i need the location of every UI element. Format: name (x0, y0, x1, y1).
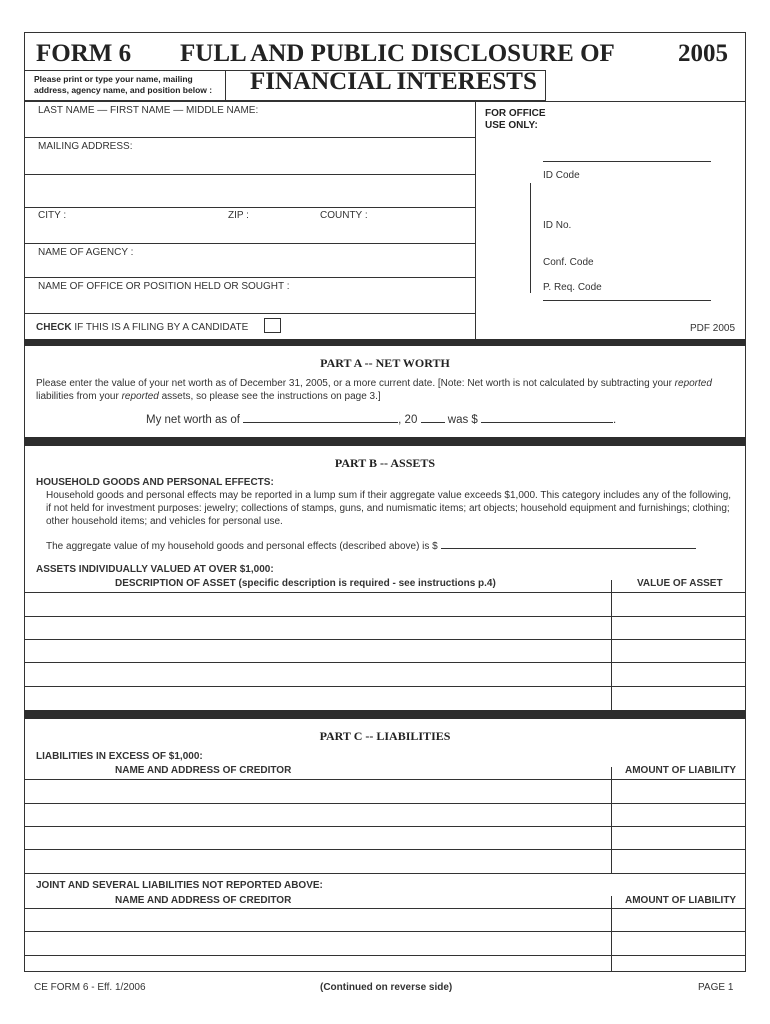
part-a-title: PART A -- NET WORTH (320, 356, 450, 370)
joint-creditor-column-header: NAME AND ADDRESS OF CREDITOR (115, 895, 292, 906)
footer-form-id: CE FORM 6 - Eff. 1/2006 (34, 982, 146, 993)
joint-liability-row[interactable] (24, 955, 746, 972)
liability-row[interactable] (24, 826, 746, 849)
city-label: CITY : (38, 210, 67, 221)
p-req-code-label: P. Req. Code (543, 282, 602, 293)
asset-value-column-header: VALUE OF ASSET (637, 578, 723, 589)
asset-description-column-header: DESCRIPTION OF ASSET (specific description is required - see instructions p.4) (115, 578, 496, 589)
liability-amount-column-header: AMOUNT OF LIABILITY (625, 765, 737, 776)
title-box (226, 70, 546, 101)
net-worth-amount-field[interactable] (481, 412, 613, 423)
footer-page-number: PAGE 1 (698, 982, 734, 993)
agency-label: NAME OF AGENCY : (38, 247, 134, 258)
asset-row[interactable] (24, 592, 746, 616)
instruction-text: Please print or type your name, mailing address, agency name, and position below : (34, 74, 213, 95)
liability-row[interactable] (24, 779, 746, 803)
household-goods-description: Household goods and personal effects may be reported in a lump sum if their aggregate value exceeds $1,000. This category includes any of the following, if not held for investment purposes: jewelry; collections of stamps, guns, and numismatic items; art objects; household equipment and furnishings; clothing; other household items; and vehicles for personal use. (46, 490, 732, 527)
form-title-line1: FULL AND PUBLIC DISCLOSURE OF (180, 40, 615, 67)
joint-amount-column-header: AMOUNT OF LIABILITY (625, 895, 737, 906)
individual-assets-heading: ASSETS INDIVIDUALLY VALUED AT OVER $1,000: (36, 564, 274, 575)
office-position-label: NAME OF OFFICE OR POSITION HELD OR SOUGHT : (38, 281, 290, 292)
candidate-check-label: CHECK IF THIS IS A FILING BY A CANDIDATE (36, 322, 249, 333)
id-no-label: ID No. (543, 220, 572, 231)
city-zip-county-field[interactable] (24, 207, 475, 243)
creditor-column-header: NAME AND ADDRESS OF CREDITOR (115, 765, 292, 776)
aggregate-value-field[interactable] (441, 538, 696, 549)
candidate-checkbox[interactable] (264, 318, 281, 333)
asset-row[interactable] (24, 662, 746, 686)
conf-code-label: Conf. Code (543, 257, 594, 268)
name-field[interactable] (24, 101, 475, 137)
form-year: 2005 (678, 40, 728, 67)
net-worth-year-field[interactable] (421, 412, 445, 423)
asset-row[interactable] (24, 616, 746, 639)
county-label: COUNTY : (320, 210, 368, 221)
agency-field[interactable] (24, 243, 475, 277)
net-worth-statement: My net worth as of , 20 was $ . (146, 414, 617, 426)
part-a-divider (24, 339, 746, 346)
liability-row[interactable] (24, 803, 746, 826)
part-a-instructions: Please enter the value of your net worth as of December 31, 2005, or a more current date. [Note: Net worth is not calculated by subtracting your reported liabilities from your reported assets, so please see the instructions on page 3.] (36, 378, 712, 402)
footer-continued: (Continued on reverse side) (320, 982, 453, 993)
joint-liabilities-heading: JOINT AND SEVERAL LIABILITIES NOT REPORTED ABOVE: (36, 880, 323, 891)
liability-row[interactable] (24, 849, 746, 873)
asset-row[interactable] (24, 639, 746, 662)
joint-liability-row[interactable] (24, 908, 746, 931)
form-number: FORM 6 (36, 40, 132, 67)
mailing-address-label: MAILING ADDRESS: (38, 141, 133, 152)
part-b-divider (24, 437, 746, 446)
office-position-field[interactable] (24, 277, 475, 313)
mailing-address-field[interactable] (24, 137, 475, 207)
part-c-title: PART C -- LIABILITIES (319, 729, 451, 743)
net-worth-date-field[interactable] (243, 412, 398, 423)
liabilities-excess-heading: LIABILITIES IN EXCESS OF $1,000: (36, 751, 203, 762)
part-b-title: PART B -- ASSETS (334, 456, 436, 470)
id-code-label: ID Code (543, 170, 580, 181)
aggregate-statement: The aggregate value of my household goods and personal effects (described above) is $ (46, 538, 696, 552)
pdf-version: PDF 2005 (690, 323, 736, 334)
part-c-divider (24, 710, 746, 719)
zip-label: ZIP : (228, 210, 249, 221)
name-field-label: LAST NAME — FIRST NAME — MIDDLE NAME: (38, 105, 259, 116)
asset-row[interactable] (24, 686, 746, 710)
household-goods-heading: HOUSEHOLD GOODS AND PERSONAL EFFECTS: (36, 477, 274, 488)
office-use-title: FOR OFFICE USE ONLY: (485, 108, 546, 131)
joint-liability-row[interactable] (24, 931, 746, 955)
form-title-line2: FINANCIAL INTERESTS (250, 68, 537, 95)
